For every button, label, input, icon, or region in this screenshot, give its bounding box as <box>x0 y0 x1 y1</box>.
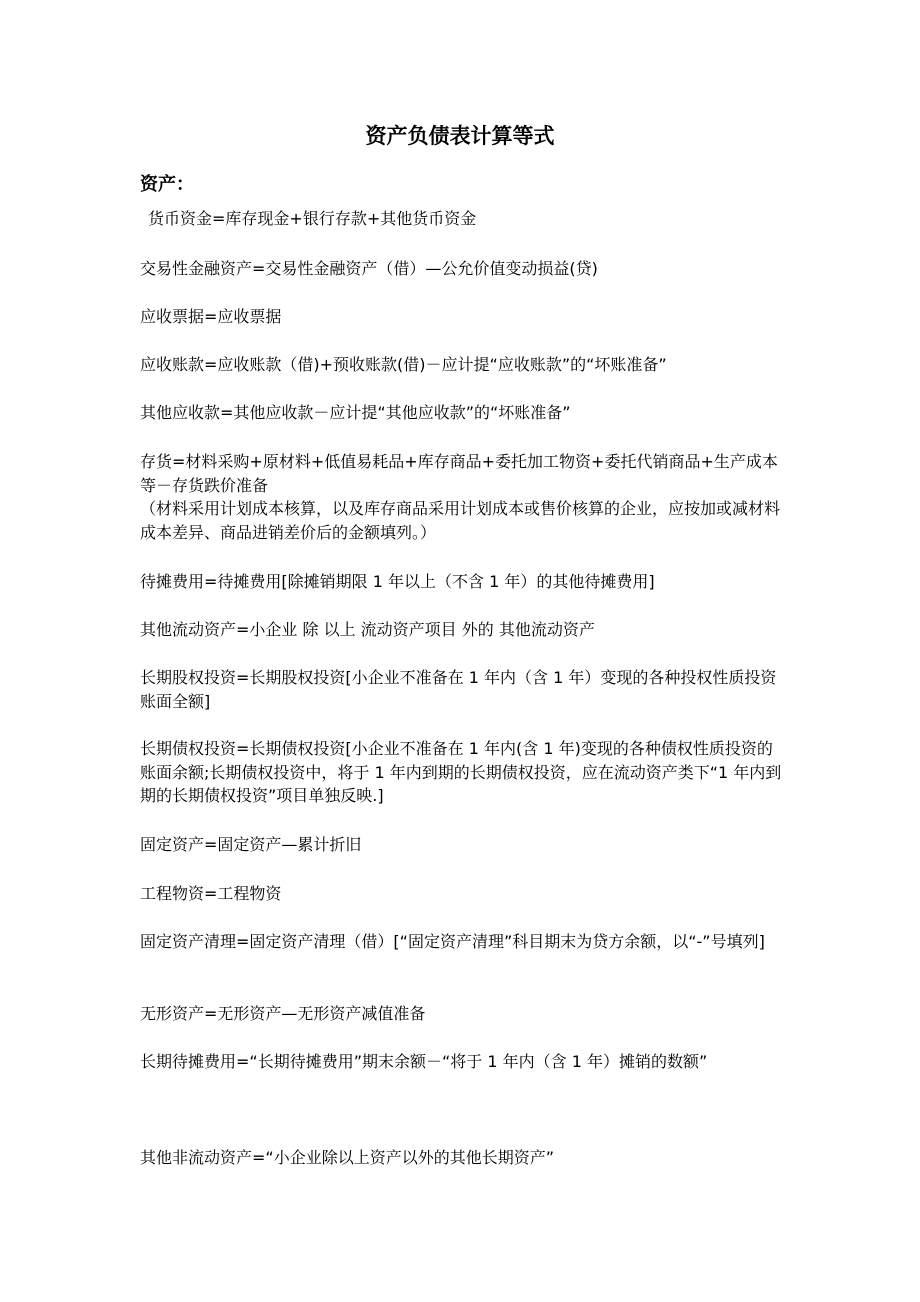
section-heading-assets: 资产： <box>140 174 194 195</box>
paragraph-inventory-note: （材料采用计划成本核算，以及库存商品采用计划成本或售价核算的企业，应按加或减材料成本差异、商品进销差价后的金额填列。） <box>140 499 781 542</box>
paragraph-monetary-funds: 货币资金=库存现金+银行存款+其他货币资金 <box>148 209 477 228</box>
paragraph-notes-receivable: 应收票据=应收票据 <box>140 307 282 326</box>
paragraph-long-term-deferred-expenses: 长期待摊费用=“长期待摊费用”期末余额－“将于 1 年内（含 1 年）摊销的数额” <box>140 1052 708 1071</box>
paragraph-long-term-debt-investment: 长期债权投资=长期债权投资[小企业不准备在 1 年内(含 1 年)变现的各种债权性质投资的账面余额;长期债权投资中，将于 1 年内到期的长期债权投资，应在流动资产类下“1 年内到期的长期债权投资”项目单独反映.] <box>140 739 782 805</box>
paragraph-accounts-receivable: 应收账款=应收账款（借)+预收账款(借)－应计提“应收账款”的“坏账准备” <box>140 355 667 374</box>
paragraph-prepaid-expenses: 待摊费用=待摊费用[除摊销期限 1 年以上（不含 1 年）的其他待摊费用] <box>140 572 655 591</box>
paragraph-intangible-assets: 无形资产=无形资产—无形资产减值准备 <box>140 1004 426 1023</box>
paragraph-other-non-current-assets: 其他非流动资产=“小企业除以上资产以外的其他长期资产” <box>140 1148 554 1167</box>
paragraph-long-term-equity-investment: 长期股权投资=长期股权投资[小企业不准备在 1 年内（含 1 年）变现的各种投权性质投资账面全额] <box>140 668 777 711</box>
paragraph-other-receivables: 其他应收款=其他应收款－应计提“其他应收款”的“坏账准备” <box>140 403 571 422</box>
paragraph-fixed-asset-disposal: 固定资产清理=固定资产清理（借）[“固定资产清理”科目期末为贷方余额，以“-”号填列] <box>140 932 765 951</box>
paragraph-other-current-assets: 其他流动资产=小企业 除 以上 流动资产项目 外的 其他流动资产 <box>140 620 595 639</box>
document-title: 资产负债表计算等式 <box>365 124 555 148</box>
paragraph-inventory: 存货=材料采购+原材料+低值易耗品+库存商品+委托加工物资+委托代销商品+生产成本等－存货跌价准备 <box>140 452 778 495</box>
paragraph-fixed-assets: 固定资产=固定资产—累计折旧 <box>140 835 362 854</box>
paragraph-trading-financial-assets: 交易性金融资产=交易性金融资产（借）—公允价值变动损益(贷) <box>140 259 598 278</box>
paragraph-engineering-materials: 工程物资=工程物资 <box>140 884 282 903</box>
